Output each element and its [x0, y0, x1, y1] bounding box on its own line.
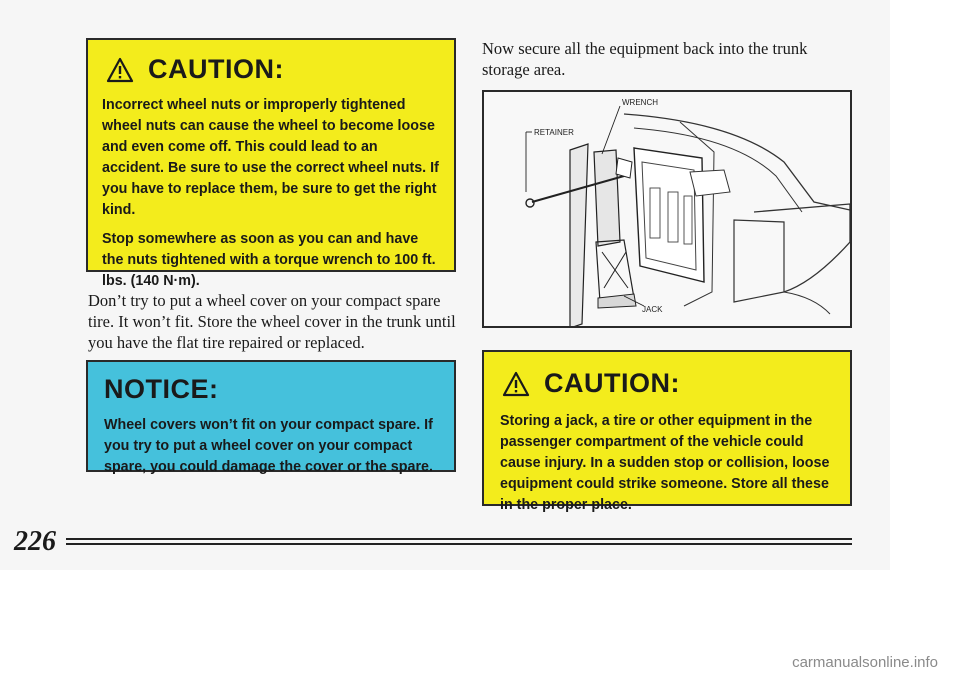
notice-paragraph: Wheel covers won’t fit on your compact spare. If you try to put a wheel cover on your compact spare, you could damage the cover or the spare.	[104, 417, 433, 475]
caution-box-wheel-nuts	[86, 38, 456, 289]
notice-heading: NOTICE:	[104, 374, 219, 404]
notice-box-wheel-covers	[86, 360, 456, 475]
caution-heading-text: CAUTION:	[544, 368, 680, 398]
caution-heading-text: CAUTION:	[148, 54, 284, 84]
caution-heading	[106, 54, 440, 85]
warning-triangle-icon	[502, 371, 530, 397]
footer-rule	[66, 543, 852, 545]
site-watermark: carmanualsonline.info	[792, 654, 938, 671]
caution-box-storage	[482, 350, 852, 513]
caution-paragraph: Stop somewhere as soon as you can and have the nuts tightened with a torque wrench to 100 ft. lbs. (140 N·m).	[102, 231, 436, 289]
page-number: 226	[14, 526, 56, 557]
caution-heading	[502, 368, 836, 399]
retainer-label: RETAINER	[534, 128, 574, 137]
footer-rule	[66, 538, 852, 540]
wheel-cover-paragraph: Don’t try to put a wheel cover on your compact spare tire. It won’t fit. Store the wheel cover in the trunk until you have the flat tire repaired or replaced.	[88, 291, 456, 352]
caution-paragraph: Storing a jack, a tire or other equipment in the passenger compartment of the vehicle could cause injury. In a sudden stop or collision, loose equipment could strike someone. Store all these in the proper place.	[500, 413, 830, 513]
secure-equipment-paragraph: Now secure all the equipment back into the trunk storage area.	[482, 39, 808, 79]
warning-triangle-icon	[106, 57, 134, 83]
wrench-label: WRENCH	[622, 98, 658, 107]
caution-paragraph: Incorrect wheel nuts or improperly tightened wheel nuts can cause the wheel to become loose and even come off. This could lead to an accident. Be sure to use the correct wheel nuts. If you have to replace them, be sure to get the right kind.	[102, 97, 439, 218]
jack-storage-drawing	[484, 92, 850, 326]
trunk-storage-illustration	[482, 90, 852, 328]
jack-label: JACK	[642, 305, 663, 314]
